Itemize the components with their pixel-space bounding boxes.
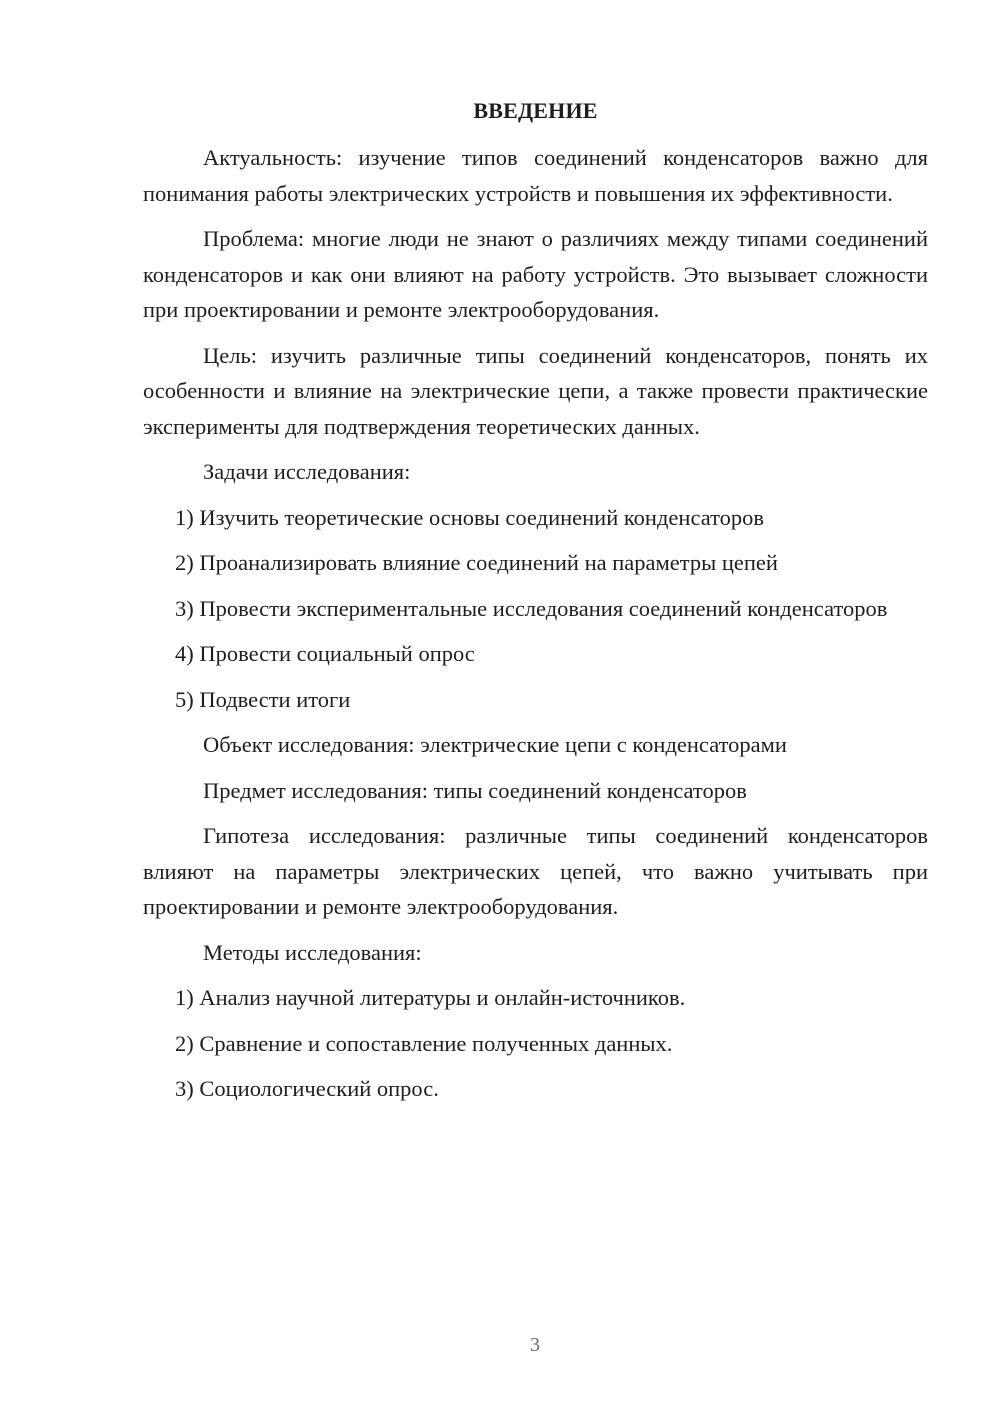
relevance-paragraph: Актуальность: изучение типов соединений конденсаторов важно для понимания работы электрических устройств и повышения их эффективности. — [143, 145, 928, 206]
document-page — [143, 96, 928, 1117]
goal-paragraph: Цель: изучить различные типы соединений конденсаторов, понять их особенности и влияние на электрические цепи, а также провести практические эксперименты для подтверждения теоретических данных. — [143, 342, 928, 439]
method-item: 1) Анализ научной литературы и онлайн-источников. — [175, 985, 686, 1010]
page-number: 3 — [530, 1334, 540, 1356]
hypothesis-paragraph: Гипотеза исследования: различные типы соединений конденсаторов влияют на параметры электрических цепей, что важно учитывать при проектировании и ремонте электрооборудования. — [143, 823, 928, 919]
tasks-heading: Задачи исследования: — [203, 459, 411, 484]
object-paragraph: Объект исследования: электрические цепи с конденсаторами — [203, 732, 787, 757]
task-item: 5) Подвести итоги — [175, 686, 351, 712]
problem-paragraph: Проблема: многие люди не знают о различиях между типами соединений конденсаторов и как они влияют на работу устройств. Это вызывает сложности при проектировании и ремонте электрооборудования. — [143, 226, 928, 322]
task-item: 4) Провести социальный опрос — [175, 641, 475, 666]
task-item: 2) Проанализировать влияние соединений на параметры цепей — [175, 550, 778, 575]
method-item: 3) Социологический опрос. — [175, 1076, 439, 1101]
subject-paragraph: Предмет исследования: типы соединений конденсаторов — [203, 777, 747, 803]
task-item: 3) Провести экспериментальные исследования соединений конденсаторов — [175, 595, 888, 621]
method-item: 2) Сравнение и сопоставление полученных данных. — [175, 1030, 673, 1056]
section-title: ВВЕДЕНИЕ — [473, 98, 598, 123]
task-item: 1) Изучить теоретические основы соединений конденсаторов — [175, 504, 765, 530]
methods-heading: Методы исследования: — [203, 939, 422, 965]
